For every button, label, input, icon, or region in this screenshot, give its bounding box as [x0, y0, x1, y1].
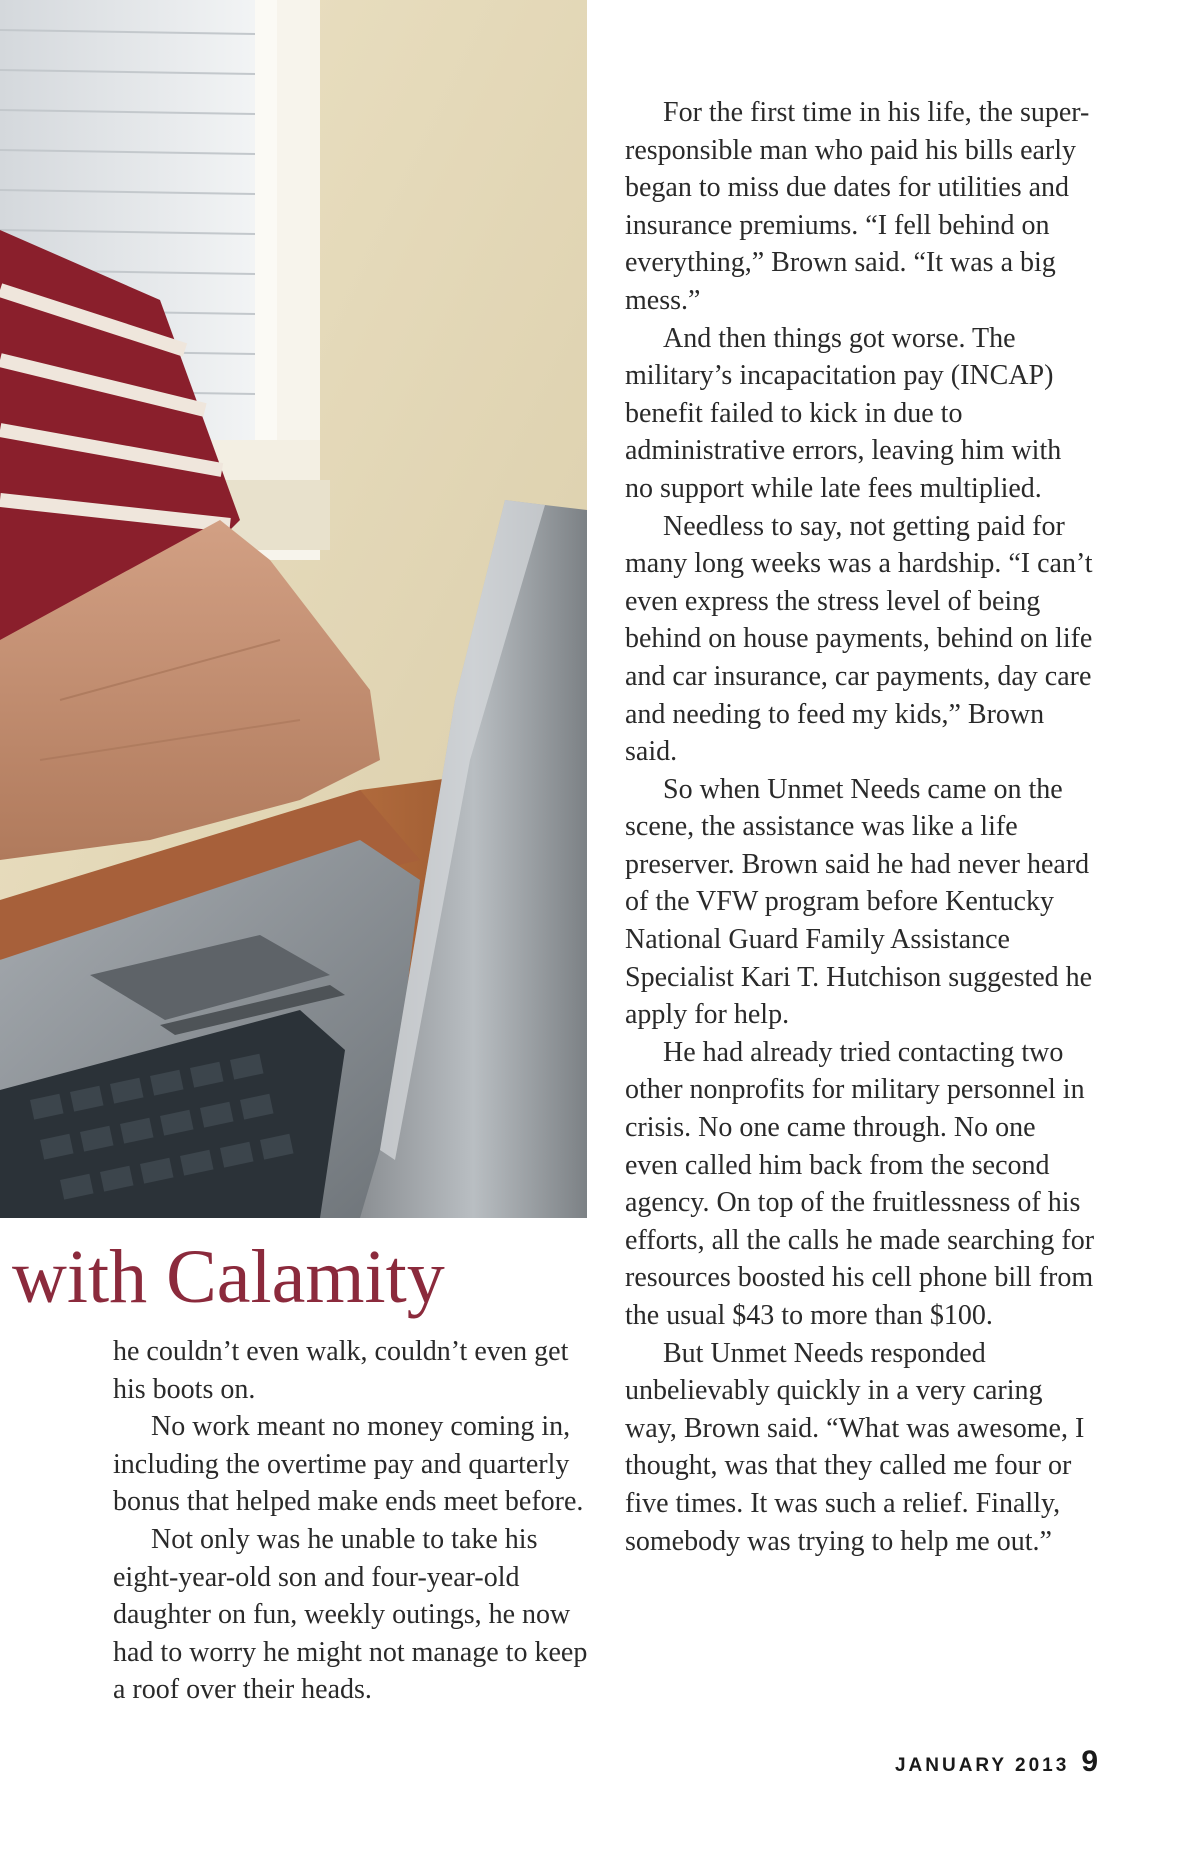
paragraph: So when Unmet Needs came on the scene, the assistance was like a life preserver. Brown said he had never heard of the VFW program before Kentucky National Guard Family Assistance Specialist Kari T. Hutchison suggested he apply for help.	[625, 773, 1093, 1031]
paragraph: He had already tried contacting two other nonprofits for military personnel in crisis. No one came through. No one even called him back from the second agency. On top of the fruitlessness of his efforts, all the calls he made searching for resources boosted his cell phone bill from the usual $43 to more than $100.	[625, 1036, 1095, 1331]
right-text-column	[625, 94, 1095, 1560]
page-folio	[895, 1745, 1098, 1779]
paragraph: Not only was he unable to take his eight-year-old son and four-year-old daughter on fun, weekly outings, he now had to worry he might not manage to keep a roof over their heads.	[113, 1523, 588, 1706]
paragraph: No work meant no money coming in, including the overtime pay and quarterly bonus that helped make ends meet before.	[113, 1411, 584, 1518]
paragraph: For the first time in his life, the super-responsible man who paid his bills early began to miss due dates for utilities and insurance premiums. “I fell behind on everything,” Brown said. “It was a big mess.”	[625, 97, 1090, 316]
paragraph: he couldn’t even walk, couldn’t even get his boots on.	[113, 1336, 569, 1405]
article-photo	[0, 0, 587, 1218]
paragraph: But Unmet Needs responded unbelievably quickly in a very caring way, Brown said. “What was awesome, I thought, was that they called me four or five times. It was such a relief. Finally, somebody was trying to help me out.”	[625, 1337, 1085, 1557]
man-at-laptop-illustration	[0, 0, 587, 1218]
paragraph: And then things got worse. The military’s incapacitation pay (INCAP) benefit failed to kick in due to administrative errors, leaving him with no support while late fees multiplied.	[625, 322, 1062, 504]
page-number: 9	[1081, 1745, 1098, 1778]
left-text-column	[113, 1333, 593, 1709]
issue-date: JANUARY 2013	[894, 1755, 1070, 1776]
headline-fragment: with Calamity	[12, 1235, 445, 1319]
paragraph: Needless to say, not getting paid for many long weeks was a hardship. “I can’t even express the stress level of being behind on house payments, behind on life and car insurance, car payments, day care and needing to feed my kids,” Brown said.	[625, 510, 1093, 768]
